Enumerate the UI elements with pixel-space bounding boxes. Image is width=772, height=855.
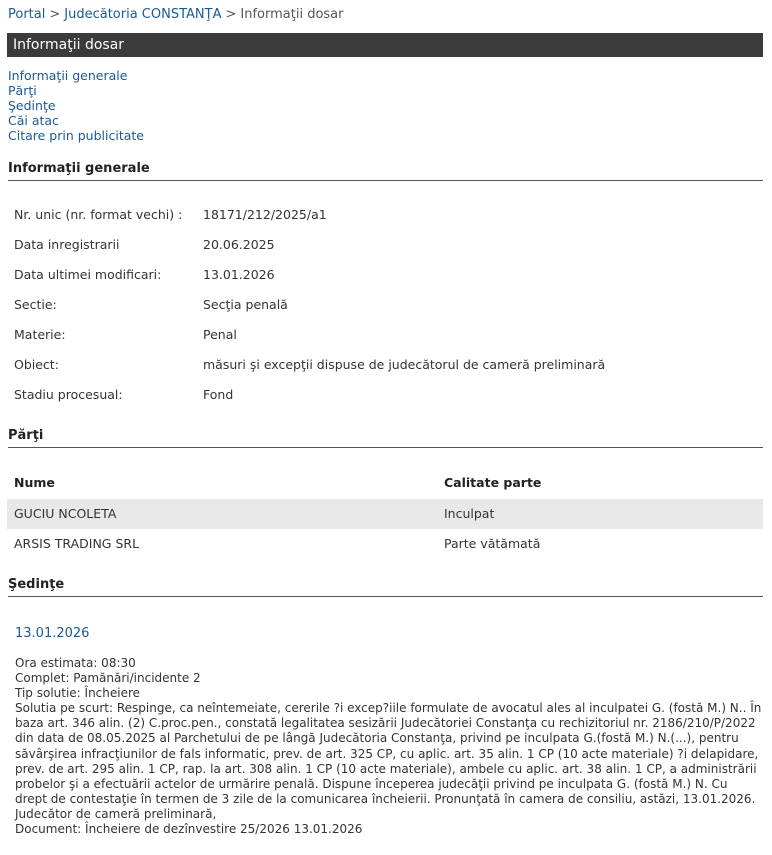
info-value: măsuri şi excepţii dispuse de judecătorul de cameră preliminară [203, 357, 606, 372]
info-value: Fond [203, 387, 234, 402]
party-role: Inculpat [444, 506, 495, 521]
party-name: GUCIU NCOLETA [14, 506, 117, 521]
info-label: Nr. unic (nr. format vechi) : [14, 207, 183, 222]
nav-link-sedinte[interactable]: Şedinţe [8, 98, 56, 113]
section-nav [8, 68, 144, 143]
nav-link-informatii-generale[interactable]: Informaţii generale [8, 68, 128, 83]
hearing-solution-summary: Solutia pe scurt: Respinge, ca neîntemeiate, cererile ?i excep?iile formulate de avocatul ales al inculpatei G. (fostă M.) N.. În baza art. 346 alin. (2) C.proc.pen., constată legalitatea sesizării Judecătoriei Constanţa cu rechizitoriul nr. 2186/210/P/2022 din data de 08.05.2025 al Parchetului de pe lângă Judecătoria Constanţa, privind pe inculpata G.(fostă M.) N.(...), pentru săvârşirea infracţiunilor de fals informatic, prev. de art. 325 CP, cu aplic. art. 35 alin. 1 CP (10 acte materiale) ?i delapidare, prev. de art. 295 alin. 1 CP, rap. la art. 308 alin. 1 CP (10 acte materiale), ambele cu aplic. art. 38 alin. 1 CP, a administrării probelor şi a efectuării actelor de urmărire penală. Dispune începerea judecăţii privind pe inculpata G. (fostă M.) N. Cu drept de contestaţie în termen de 3 zile de la comunicarea încheierii. Pronunţată în camera de consiliu, astăzi, 13.01.2026. Judecător de cameră preliminară, [15, 701, 762, 821]
section-heading-parti: Părţi [8, 428, 763, 448]
info-label: Data ultimei modificari: [14, 267, 162, 282]
nav-link-parti[interactable]: Părţi [8, 83, 37, 98]
info-label: Sectie: [14, 297, 57, 312]
section-heading-sedinte: Şedinţe [8, 577, 763, 597]
breadcrumb-separator: > [225, 7, 237, 22]
info-label: Data inregistrarii [14, 237, 120, 252]
nav-link-cai-atac[interactable]: Căi atac [8, 113, 59, 128]
info-label: Stadiu procesual: [14, 387, 123, 402]
hearing-solution-type: Tip solutie: Încheiere [15, 686, 141, 701]
hearing-document: Document: Încheiere de dezînvestire 25/2026 13.01.2026 [15, 822, 363, 837]
hearing-date: 13.01.2026 [15, 626, 90, 641]
party-name: ARSIS TRADING SRL [14, 536, 140, 551]
breadcrumb-current: Informaţii dosar [240, 7, 344, 22]
breadcrumb-portal-link[interactable]: Portal [8, 7, 46, 22]
hearing-panel: Complet: Pamănări/incidente 2 [15, 671, 201, 686]
info-label: Materie: [14, 327, 66, 342]
breadcrumb-court-link[interactable]: Judecătoria CONSTANŢA [64, 7, 222, 22]
info-value: 18171/212/2025/a1 [203, 207, 327, 222]
column-header-calitate: Calitate parte [444, 475, 542, 490]
breadcrumb [8, 7, 343, 22]
breadcrumb-separator: > [49, 7, 61, 22]
hearing-details [15, 656, 763, 837]
party-role: Parte vătămată [444, 536, 541, 551]
table-row [7, 499, 763, 529]
hearing-time: Ora estimata: 08:30 [15, 656, 136, 670]
nav-link-citare-publicitate[interactable]: Citare prin publicitate [8, 128, 144, 143]
column-header-nume: Nume [14, 475, 55, 490]
info-label: Obiect: [14, 357, 59, 372]
table-header-row [7, 467, 763, 499]
info-value: Secţia penală [203, 297, 288, 312]
info-value: 20.06.2025 [203, 237, 275, 252]
parti-table [7, 467, 763, 559]
info-value: 13.01.2026 [203, 267, 275, 282]
page-title: Informaţii dosar [7, 33, 763, 57]
table-row [7, 529, 763, 559]
info-value: Penal [203, 327, 237, 342]
section-heading-informatii: Informaţii generale [8, 161, 763, 181]
